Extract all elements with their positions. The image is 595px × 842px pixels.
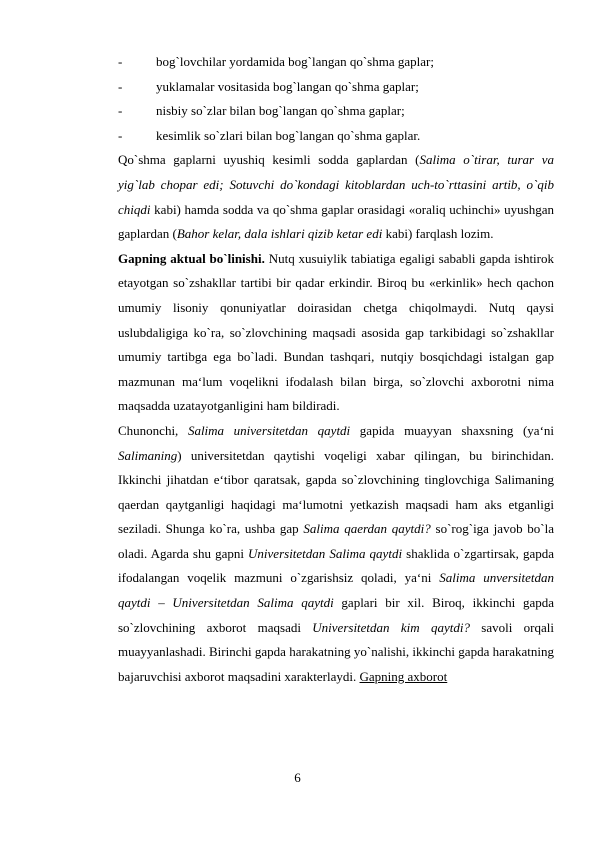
text-run: ) universitetdan qaytishi voqeligi xabar qilingan, bu birinchidan. Ikkinchi jihatdan e‘tibor qaratsak, gapda so`zlovchining tinglovchiga Salimaning qaerdan qaytganligi haqidagi ma‘lumotni yetkazish maqsadi ham aks etganligi seziladi. Shunga ko`ra, ushba gap [118,447,554,537]
paragraph-compound-sentences [118,148,554,246]
text-run: shaklida o`zgartirsak, gapda ifodalangan voqelik mazmuni o`zgarishsiz qoladi, ya‘ni [118,545,554,586]
example-italic: Salima qaerdan qaytdi? [303,521,431,537]
text-run: Qo`shma gaplarni uyushiq kesimli sodda gaplardan ( [118,152,420,168]
example-italic: Salima unversitetdan qaytdi [118,570,554,611]
list-item [118,124,554,149]
example-italic: Salimaning [118,447,178,463]
underlined-text: Gapning axborot [359,668,448,684]
list-item [118,50,554,75]
list-item-text: nisbiy so`zlar bilan bog`langan qo`shma gaplar; [156,103,405,119]
example-italic: Universitetdan kim qaytdi? [312,619,470,635]
list-dash: - [118,127,123,143]
paragraph-example [118,419,554,690]
text-run: gaplari bir xil. Biroq, ikkinchi gapda so`zlovchining axborot maqsadi [118,595,554,635]
list-item-text: yuklamalar vositasida bog`langan qo`shma gaplar; [156,78,419,94]
page-content [118,50,554,689]
text-run: savoli orqali muayyanlashadi. Birinchi gapda harakatning yo`nalishi, ikkinchi gapda harakatning bajaruvchisi axborot maqsadini xarakterlaydi. [118,619,554,684]
list-item-text: kesimlik so`zlari bilan bog`langan qo`shma gaplar. [156,127,421,143]
text-run: kabi) hamda sodda va qo`shma gaplar orasidagi «oraliq uchinchi» uyushgan gaplardan ( [118,201,554,242]
example-italic: Universitetdan Salima qaytdi [172,595,334,611]
list-item-text: bog`lovchilar yordamida bog`langan qo`shma gaplar; [156,54,434,69]
list-item [118,99,554,124]
list-dash: - [118,54,123,69]
list-dash: - [118,103,123,119]
example-italic: Salima o`tirar, turar va yig`lab chopar edi; Sotuvchi do`kondagi kitoblardan uch-to`rttasini artib, o`qib chiqdi [118,152,555,217]
text-run: – [150,595,173,611]
paragraph-actual-division [118,247,554,419]
text-run: Nutq xusuiylik tabiatiga egaligi sababli gapda ishtirok etayotgan so`zshakllar tartibi bir qadar erkindir. Biroq bu «erkinlik» hech qachon umumiy lisoniy qonuniyatlar doirasidan chetga chiqolmaydi. Nutq qaysi uslubdaligiga ko`ra, so`zlovchining maqsadi asosida gap tarkibidagi so`zshakllar umumiy tartibga ega bo`ladi. Bundan tashqari, nutqiy bosqichdagi istalgan gap mazmunan ma‘lum voqelikni ifodalash bilan birga, so`zlovchi axborotni nima maqsadda uzatayotganligini ham bildiradi. [118,250,554,414]
text-run: kabi) farqlash lozim. [382,226,494,242]
list-item [118,75,554,100]
example-italic: Universitetdan Salima qaytdi [248,545,403,561]
page-number: 6 [294,770,301,785]
text-run: Chunonchi, [118,422,188,438]
example-italic: Bahor kelar, dala ishlari qizib ketar edi [176,226,383,242]
example-italic: Salima universitetdan qaytdi [187,422,351,438]
text-run: so`rog`iga javob bo`la oladi. Agarda shu gapni [118,521,555,561]
text-run: gapida muayyan shaxsning (ya‘ni [350,422,555,438]
section-heading-bold: Gapning aktual bo`linishi. [118,250,265,266]
list-dash: - [118,78,123,94]
